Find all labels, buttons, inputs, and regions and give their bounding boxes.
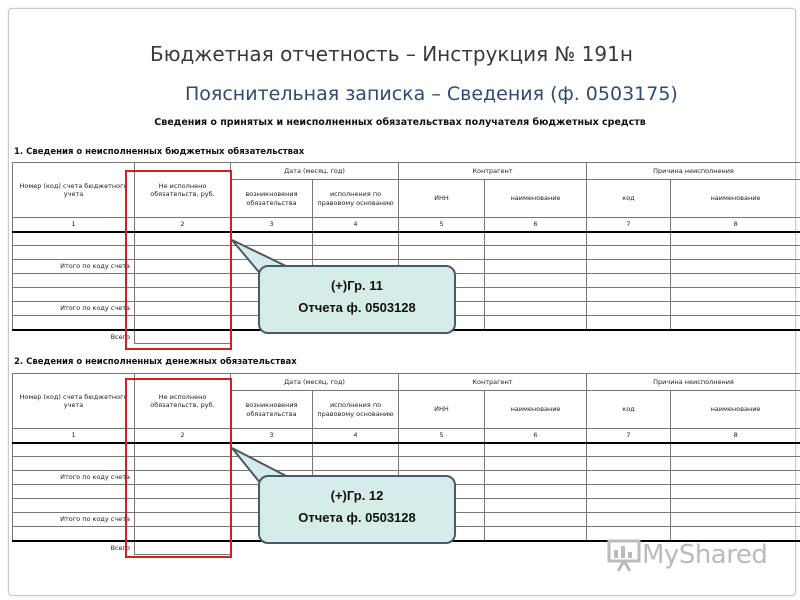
header-name: наименование	[485, 391, 587, 429]
col-number: 3	[231, 218, 313, 232]
header-account: Номер (код) счета бюджетного учета	[13, 163, 135, 218]
col-number: 2	[135, 429, 231, 443]
col-number: 5	[399, 218, 485, 232]
callout-1-line2: Отчета ф. 0503128	[298, 300, 416, 315]
slide-subtitle: Пояснительная записка – Сведения (ф. 0503175)	[185, 83, 678, 105]
header-contractor: Контрагент	[399, 374, 587, 391]
header-inn: ИНН	[399, 180, 485, 218]
col-number: 8	[671, 218, 800, 232]
header-contractor: Контрагент	[399, 163, 587, 180]
header-reason-name: наименование	[671, 391, 800, 429]
header-reason: Причина неисполнения	[587, 163, 800, 180]
col-number: 7	[587, 429, 671, 443]
header-name: наименование	[485, 180, 587, 218]
subtotal-label: Итого по коду счета	[13, 302, 135, 316]
col-number: 6	[485, 218, 587, 232]
header-date-origin: возникновения обязательства	[231, 391, 313, 429]
callout-2-line1: (+)Гр. 12	[330, 488, 384, 503]
header-code: код	[587, 180, 671, 218]
col-number: 1	[13, 218, 135, 232]
document-caption: Сведения о принятых и неисполненных обязательствах получателя бюджетных средств	[154, 117, 646, 128]
callout-2	[258, 475, 456, 544]
myshared-logo	[606, 538, 767, 572]
subtotal-label: Итого по коду счета	[13, 513, 135, 527]
total-label: Всего	[110, 332, 130, 341]
header-code: код	[587, 391, 671, 429]
header-account: Номер (код) счета бюджетного учета	[13, 374, 135, 429]
callout-1-line1: (+)Гр. 11	[330, 278, 384, 293]
header-date-group: Дата (месяц, год)	[231, 374, 399, 391]
col-number: 1	[13, 429, 135, 443]
header-date-exec: исполнения по правовому основанию	[313, 391, 399, 429]
section-1-title: 1. Сведения о неисполненных бюджетных обязательствах	[14, 147, 305, 157]
subtotal-label: Итого по коду счета	[13, 260, 135, 274]
section-2-title: 2. Сведения о неисполненных денежных обязательствах	[14, 357, 297, 367]
callout-1	[258, 265, 456, 334]
callout-2-line2: Отчета ф. 0503128	[298, 510, 416, 525]
header-date-group: Дата (месяц, год)	[231, 163, 399, 180]
col-number: 3	[231, 429, 313, 443]
header-unfulfilled: Не исполнено обязательств, руб.	[135, 163, 231, 218]
col-number: 4	[313, 429, 399, 443]
logo-text: MyShared	[642, 540, 768, 570]
header-date-exec: исполнения по правовому основанию	[313, 180, 399, 218]
presentation-icon	[606, 538, 642, 572]
col-number: 5	[399, 429, 485, 443]
col-number: 2	[135, 218, 231, 232]
header-reason-name: наименование	[671, 180, 800, 218]
col-number: 8	[671, 429, 800, 443]
header-inn: ИНН	[399, 391, 485, 429]
header-unfulfilled: Не исполнено обязательств, руб.	[135, 374, 231, 429]
header-reason: Причина неисполнения	[587, 374, 800, 391]
slide-title: Бюджетная отчетность – Инструкция № 191н	[150, 42, 633, 66]
total-label: Всего	[110, 543, 130, 552]
col-number: 6	[485, 429, 587, 443]
subtotal-label: Итого по коду счета	[13, 471, 135, 485]
col-number: 7	[587, 218, 671, 232]
col-number: 4	[313, 218, 399, 232]
header-date-origin: возникновения обязательства	[231, 180, 313, 218]
